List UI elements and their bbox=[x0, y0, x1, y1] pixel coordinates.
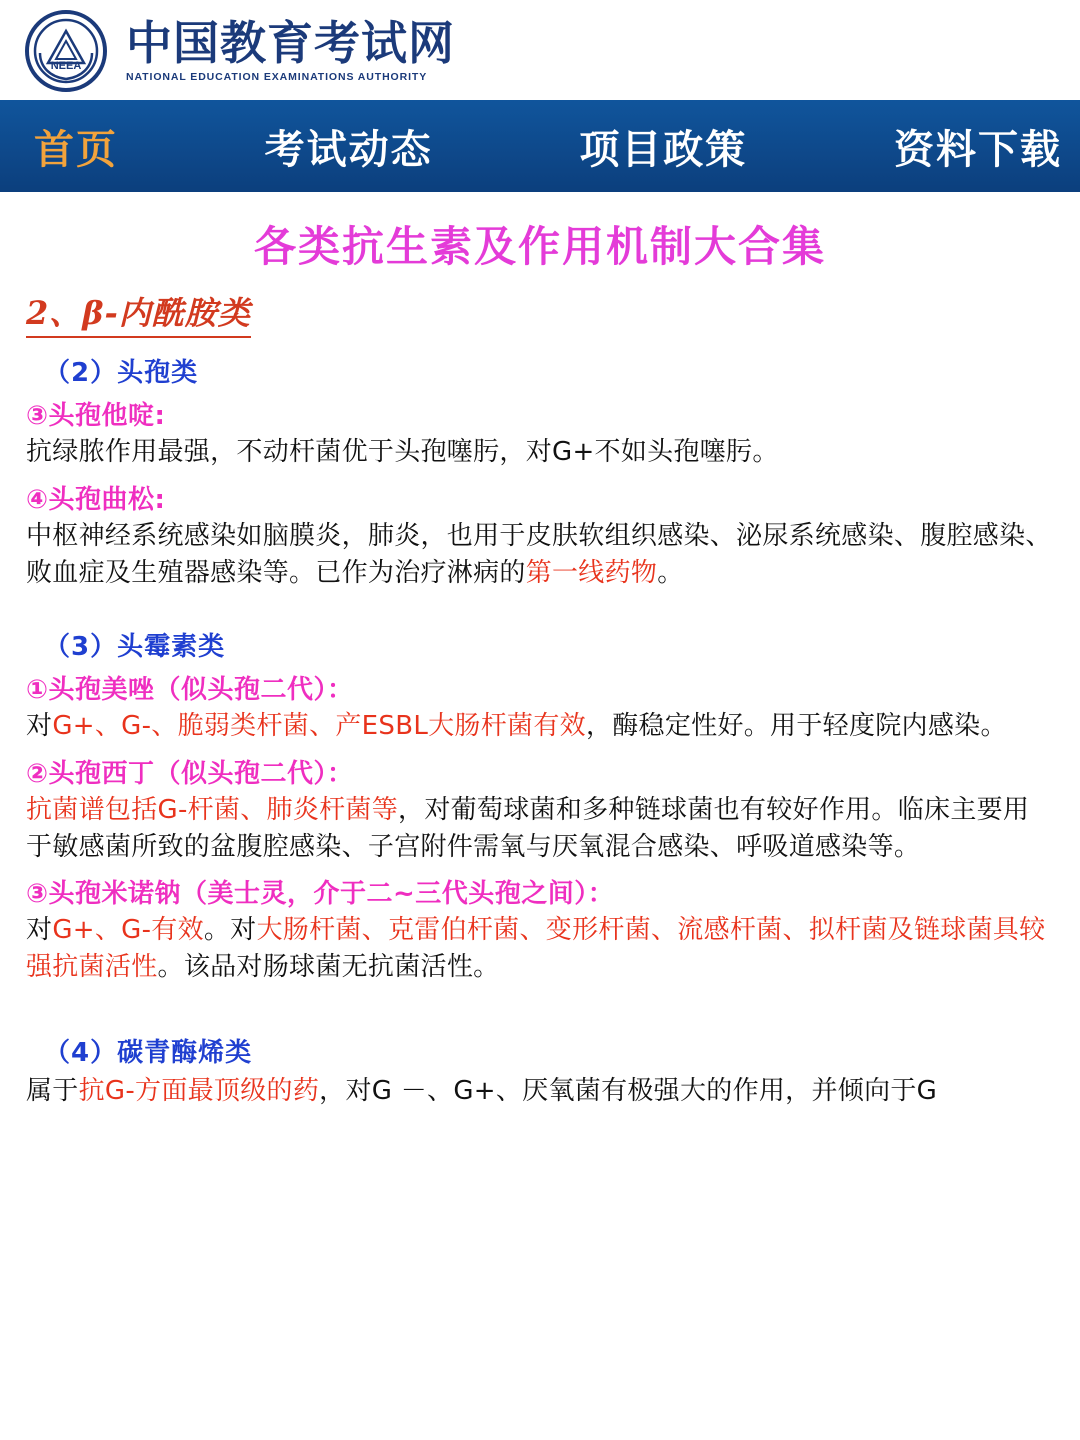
item-heading-cefoxitin: ②头孢西丁（似头孢二代）： bbox=[26, 758, 354, 789]
document-body bbox=[0, 192, 1080, 1110]
text-run: 属于 bbox=[26, 1076, 79, 1107]
brand-title-en: NATIONAL EDUCATION EXAMINATIONS AUTHORITY bbox=[126, 70, 428, 83]
section-heading-beta-lactam: 2、β-内酰胺类 bbox=[26, 288, 251, 338]
item-text-cefoxitin bbox=[26, 792, 1054, 866]
text-run-highlight: 大肠杆菌、克雷伯杆菌、变形杆菌、流感杆菌、拟杆菌及链球菌具较强抗菌活性 bbox=[26, 915, 1046, 983]
text-run-highlight: G+、G-有效 bbox=[52, 915, 204, 946]
item-text-cefmetazole bbox=[26, 708, 1054, 745]
item-heading-ceftriaxone: ④头孢曲松: bbox=[26, 484, 166, 515]
text-run-highlight: 第一线药物 bbox=[525, 557, 658, 588]
text-run: ，对G －、G+、厌氧菌有极强大的作用，并倾向于G bbox=[319, 1076, 938, 1107]
nav-item-downloads[interactable]: 资料下载 bbox=[893, 126, 1062, 173]
text-run: 。该品对肠球菌无抗菌活性。 bbox=[157, 952, 500, 983]
item-text-ceftazidime: 抗绿脓作用最强，不动杆菌优于头孢噻肟，对G+不如头孢噻肟。 bbox=[26, 437, 779, 467]
subheading-carbapenems: （4）碳青酶烯类 bbox=[44, 1038, 253, 1069]
item-heading-cefminox: ③头孢米诺钠（美士灵，介于二~三代头孢之间）： bbox=[26, 879, 615, 910]
item-text-cefminox bbox=[26, 912, 1054, 986]
spacer bbox=[26, 600, 1054, 618]
page-title: 各类抗生素及作用机制大合集 bbox=[253, 222, 826, 271]
text-run-highlight: G+、G-、脆弱类杆菌、产ESBL大肠杆菌有效 bbox=[52, 710, 586, 741]
nea-emblem-icon bbox=[24, 9, 108, 93]
site-header bbox=[0, 0, 1080, 100]
brand-block bbox=[126, 16, 455, 83]
main-nav[interactable] bbox=[0, 100, 1080, 192]
item-heading-ceftazidime: ③头孢他啶: bbox=[26, 401, 166, 431]
nav-item-home[interactable]: 首页 bbox=[34, 126, 118, 173]
section-heading-wrap bbox=[26, 288, 1054, 344]
text-run: 。对 bbox=[203, 915, 257, 946]
item-text-carbapenems bbox=[26, 1073, 1054, 1110]
text-run: 对 bbox=[26, 710, 53, 741]
text-run-highlight: 抗菌谱包括G-杆菌、肺炎杆菌等 bbox=[26, 794, 399, 825]
item-text-ceftriaxone bbox=[26, 518, 1054, 592]
text-run: 。 bbox=[657, 557, 684, 588]
subheading-cephalosporins: （2）头孢类 bbox=[44, 358, 199, 388]
subheading-cephamycins: （3）头霉素类 bbox=[44, 631, 226, 662]
text-run-highlight: 抗G-方面最顶级的药 bbox=[78, 1076, 320, 1107]
brand-title-cn: 中国教育考试网 bbox=[126, 16, 455, 71]
text-run: 中枢神经系统感染如脑膜炎，肺炎，也用于皮肤软组织感染、泌尿系统感染、腹腔感染、败血症及生殖器感染等。已作为治疗淋病的 bbox=[26, 520, 1052, 588]
nav-item-project-policy[interactable]: 项目政策 bbox=[579, 126, 748, 173]
text-run: ，酶稳定性好。用于轻度院内感染。 bbox=[585, 710, 1007, 741]
spacer bbox=[26, 994, 1054, 1024]
item-heading-cefmetazole: ①头孢美唑（似头孢二代）： bbox=[26, 674, 354, 705]
svg-text:NEEA: NEEA bbox=[50, 60, 82, 72]
text-run: ，对葡萄球菌和多种链球菌也有较好作用。临床主要用于敏感菌所致的盆腹腔感染、子宫附件需氧与厌氧混合感染、呼吸道感染等。 bbox=[26, 794, 1030, 862]
text-run: 对 bbox=[26, 915, 53, 946]
nav-item-exam-news[interactable]: 考试动态 bbox=[264, 126, 433, 173]
